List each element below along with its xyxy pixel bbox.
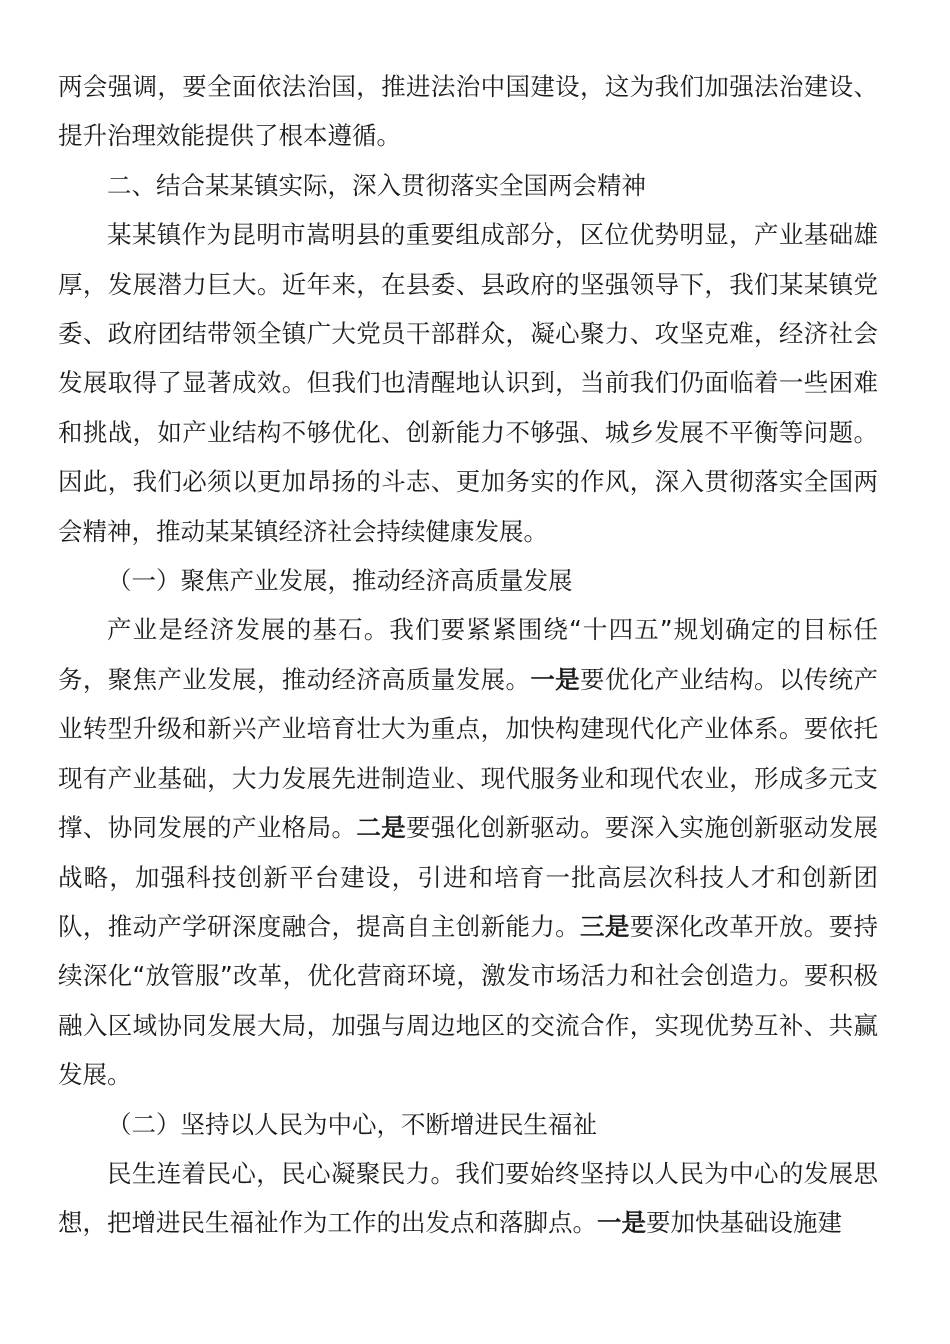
paragraph-rule-of-law: 两会强调，要全面依法治国，推进法治中国建设，这为我们加强法治建设、提升治理效能提供了根本遵循。 — [58, 72, 878, 151]
text-run: 要加快基础设施建 — [646, 1208, 842, 1238]
paragraph-livelihood — [58, 1149, 878, 1248]
text-run: 要强化创新驱动。要深入实施创新驱动发展战略，加强科技创新平台建设，引进和培育一批高层次科技人才和创新团队，推动产学研深度融合，提高自主创新能力。 — [58, 813, 878, 941]
subsection-heading-livelihood: （二）坚持以人民为中心，不断增进民生福祉 — [107, 1109, 597, 1139]
paragraph-town-overview: 某某镇作为昆明市嵩明县的重要组成部分，区位优势明显，产业基础雄厚，发展潜力巨大。近年来，在县委、县政府的坚强领导下，我们某某镇党委、政府团结带领全镇广大党员干部群众，凝心聚力、攻坚克难，经济社会发展取得了显著成效。但我们也清醒地认识到，当前我们仍面临着一些困难和挑战，如产业结构不够优化、创新能力不够强、城乡发展不平衡等问题。因此，我们必须以更加昂扬的斗志、更加务实的作风，深入贯彻落实全国两会精神，推动某某镇经济社会持续健康发展。 — [58, 220, 878, 546]
text-run: 要优化产业结构。以传统产业转型升级和新兴产业培育壮大为重点，加快构建现代化产业体系。要依托现有产业基础，大力发展先进制造业、现代服务业和现代农业，形成多元支撑、协同发展的产业格局。 — [58, 664, 878, 843]
document-page — [58, 62, 878, 1248]
paragraph-industry — [58, 605, 878, 1099]
text-run: 民生连着民心，民心凝聚民力。我们要始终坚持以人民为中心的发展思想，把增进民生福祉作为工作的出发点和落脚点。 — [58, 1158, 878, 1238]
bold-marker-second: 二是 — [356, 813, 407, 843]
bold-marker-third: 三是 — [580, 911, 630, 941]
subsection-heading-industry: （一）聚焦产业发展，推动经济高质量发展 — [107, 566, 573, 596]
bold-marker-first: 一是 — [530, 664, 581, 694]
text-run: 产业是经济发展的基石。我们要紧紧围绕“十四五”规划确定的目标任务，聚焦产业发展，推动经济高质量发展。 — [58, 615, 878, 694]
bold-marker-first: 一是 — [597, 1208, 646, 1238]
text-run: 要深化改革开放。要持续深化“放管服”改革，优化营商环境，激发市场活力和社会创造力。要积极融入区域协同发展大局，加强与周边地区的交流合作，实现优势互补、共赢发展。 — [58, 911, 878, 1090]
section-heading-2: 二、结合某某镇实际，深入贯彻落实全国两会精神 — [107, 170, 646, 200]
